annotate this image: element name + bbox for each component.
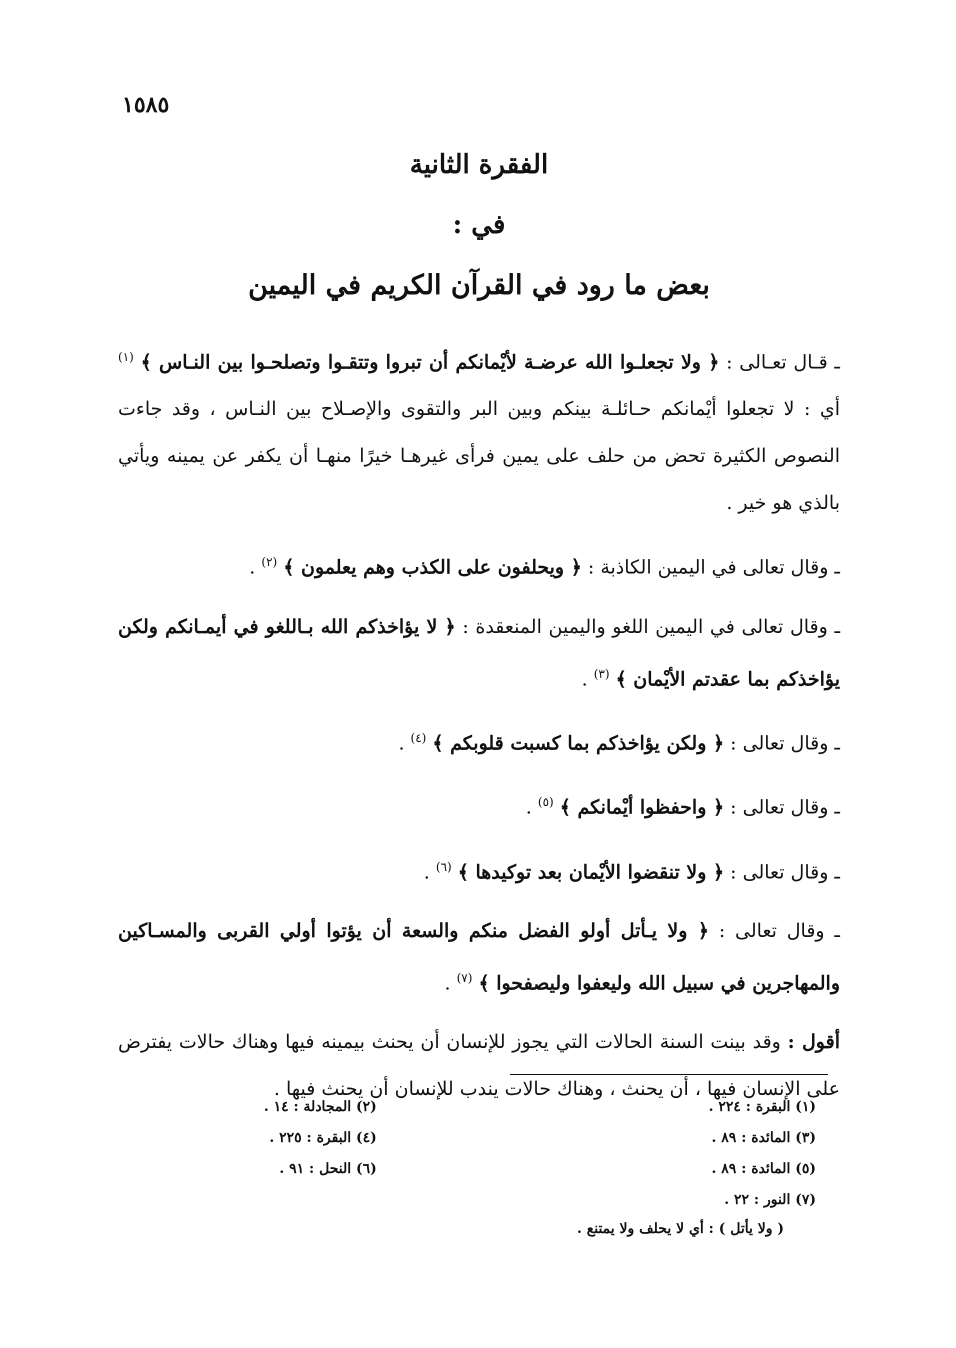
section-subheading: في : bbox=[452, 210, 506, 240]
footnote-item: (٣) المائدة : ٨٩ . bbox=[711, 1130, 816, 1146]
footnote-item: (٢) المجادلة : ١٤ . bbox=[263, 1099, 377, 1115]
paragraph-text: أي : لا تجعلوا أيْمانكم حـائلـة بينكم وبين البر والتقوى والإصـلاح بين النـاس ، وقد جاءت النصوص الكثيرة تحض من حلف على يمين فرأى غيرهـا خيرًا منهـا أن يكفر عن يمينه ويأتي بالذي هو خير . bbox=[118, 398, 840, 515]
footnote-divider bbox=[510, 1074, 828, 1075]
body-text bbox=[118, 334, 840, 1125]
paragraph-text: . bbox=[398, 732, 411, 755]
paragraph-lead: ـ وقال تعالى في اليمين الكاذبة : bbox=[581, 556, 840, 579]
closing-text: وقد بينت السنة الحالات التي يجوز للإنسان أن يحنث بيمينه فيها وهناك حالات يفترض على الإنسان فيها ، أن يحنث ، وهناك حالات يندب للإنسان أن يحنث فيها . bbox=[118, 1031, 840, 1101]
footnote-reference: (٤) bbox=[410, 730, 427, 745]
section-title: بعض ما رود في القرآن الكريم في اليمين bbox=[248, 270, 710, 301]
footnote-reference: (٣) bbox=[593, 666, 610, 681]
footnote-row bbox=[118, 1185, 840, 1216]
quran-quote: ﴿ واحفظوا أيْمانكم ﴾ bbox=[559, 796, 725, 819]
paragraph bbox=[118, 334, 840, 527]
footnote-item: (٧) النور : ٢٢ . bbox=[724, 1192, 816, 1208]
paragraph bbox=[118, 908, 840, 1007]
footnote-reference: (١) bbox=[118, 350, 134, 364]
paragraph-lead: ـ قـال تعـالى : bbox=[719, 351, 840, 374]
footnote-item: (٥) المائدة : ٨٩ . bbox=[711, 1161, 816, 1177]
paragraph bbox=[118, 715, 840, 767]
paragraph-lead: ـ وقال تعالى : bbox=[724, 732, 840, 755]
section-heading: الفقرة الثانية bbox=[409, 150, 549, 180]
paragraph-text: . bbox=[581, 667, 594, 690]
paragraph-lead: ـ وقال تعالى : bbox=[724, 860, 840, 883]
footnote-item: (١) البقرة : ٢٢٤ . bbox=[708, 1099, 816, 1115]
paragraph-text: . bbox=[525, 796, 538, 819]
quran-quote: ﴿ ولكن يؤاخذكم بما كسبت قلوبكم ﴾ bbox=[432, 732, 725, 755]
paragraph-text: . bbox=[423, 860, 436, 883]
footnote-row bbox=[118, 1123, 840, 1154]
footnote-item bbox=[118, 1185, 537, 1216]
paragraph bbox=[118, 779, 840, 831]
footnote-reference: (٢) bbox=[261, 555, 278, 570]
footnote-gloss: ( ولا يأتل ) : أي لا يحلف ولا يمتنع . bbox=[577, 1221, 784, 1237]
footnote-item: (٦) النحل : ٩١ . bbox=[279, 1161, 377, 1177]
footnotes bbox=[118, 1092, 840, 1247]
quran-quote: ﴿ ولا تجعلـوا الله عرضـة لأيْمانكم أن تبروا وتتقـوا وتصلحـوا بين النـاس ﴾ bbox=[140, 351, 720, 374]
quran-quote: ﴿ ولا يـأتل أولو الفضل منكم والسعة أن يؤتوا أولي القربى والمسـاكين والمهاجرين في سبيل الله وليعفوا وليصفحوا ﴾ bbox=[118, 919, 840, 995]
footnote-row bbox=[118, 1154, 840, 1185]
footnote-reference: (٧) bbox=[456, 970, 473, 985]
footnote-reference: (٦) bbox=[435, 859, 452, 874]
quran-quote: ﴿ ويحلفون على الكذب وهم يعلمون ﴾ bbox=[283, 556, 582, 579]
paragraph bbox=[118, 604, 840, 703]
quran-quote: ﴿ لا يؤاخذكم الله بـاللغو في أيمـانكم ولكن يؤاخذكم بما عقدتم الأيْمان ﴾ bbox=[118, 615, 840, 690]
paragraph-text: . bbox=[444, 972, 457, 995]
paragraph-text: . bbox=[249, 556, 262, 579]
paragraph bbox=[118, 539, 840, 591]
paragraph-lead: ـ وقال تعالى : bbox=[708, 919, 840, 942]
paragraph-lead: ـ وقال تعالى : bbox=[724, 796, 840, 819]
footnote-item: (٤) البقرة : ٢٢٥ . bbox=[269, 1130, 377, 1146]
quran-quote: ﴿ ولا تنقضوا الأيْمان بعد توكيدها ﴾ bbox=[457, 860, 725, 883]
footnote-reference: (٥) bbox=[537, 795, 554, 810]
paragraph bbox=[118, 844, 840, 896]
page-number: ١٥٨٥ bbox=[122, 92, 170, 118]
closing-label: أقول : bbox=[787, 1031, 840, 1054]
footnote-row bbox=[118, 1092, 840, 1123]
paragraph-lead: ـ وقال تعالى في اليمين اللغو واليمين المنعقدة : bbox=[455, 615, 841, 638]
